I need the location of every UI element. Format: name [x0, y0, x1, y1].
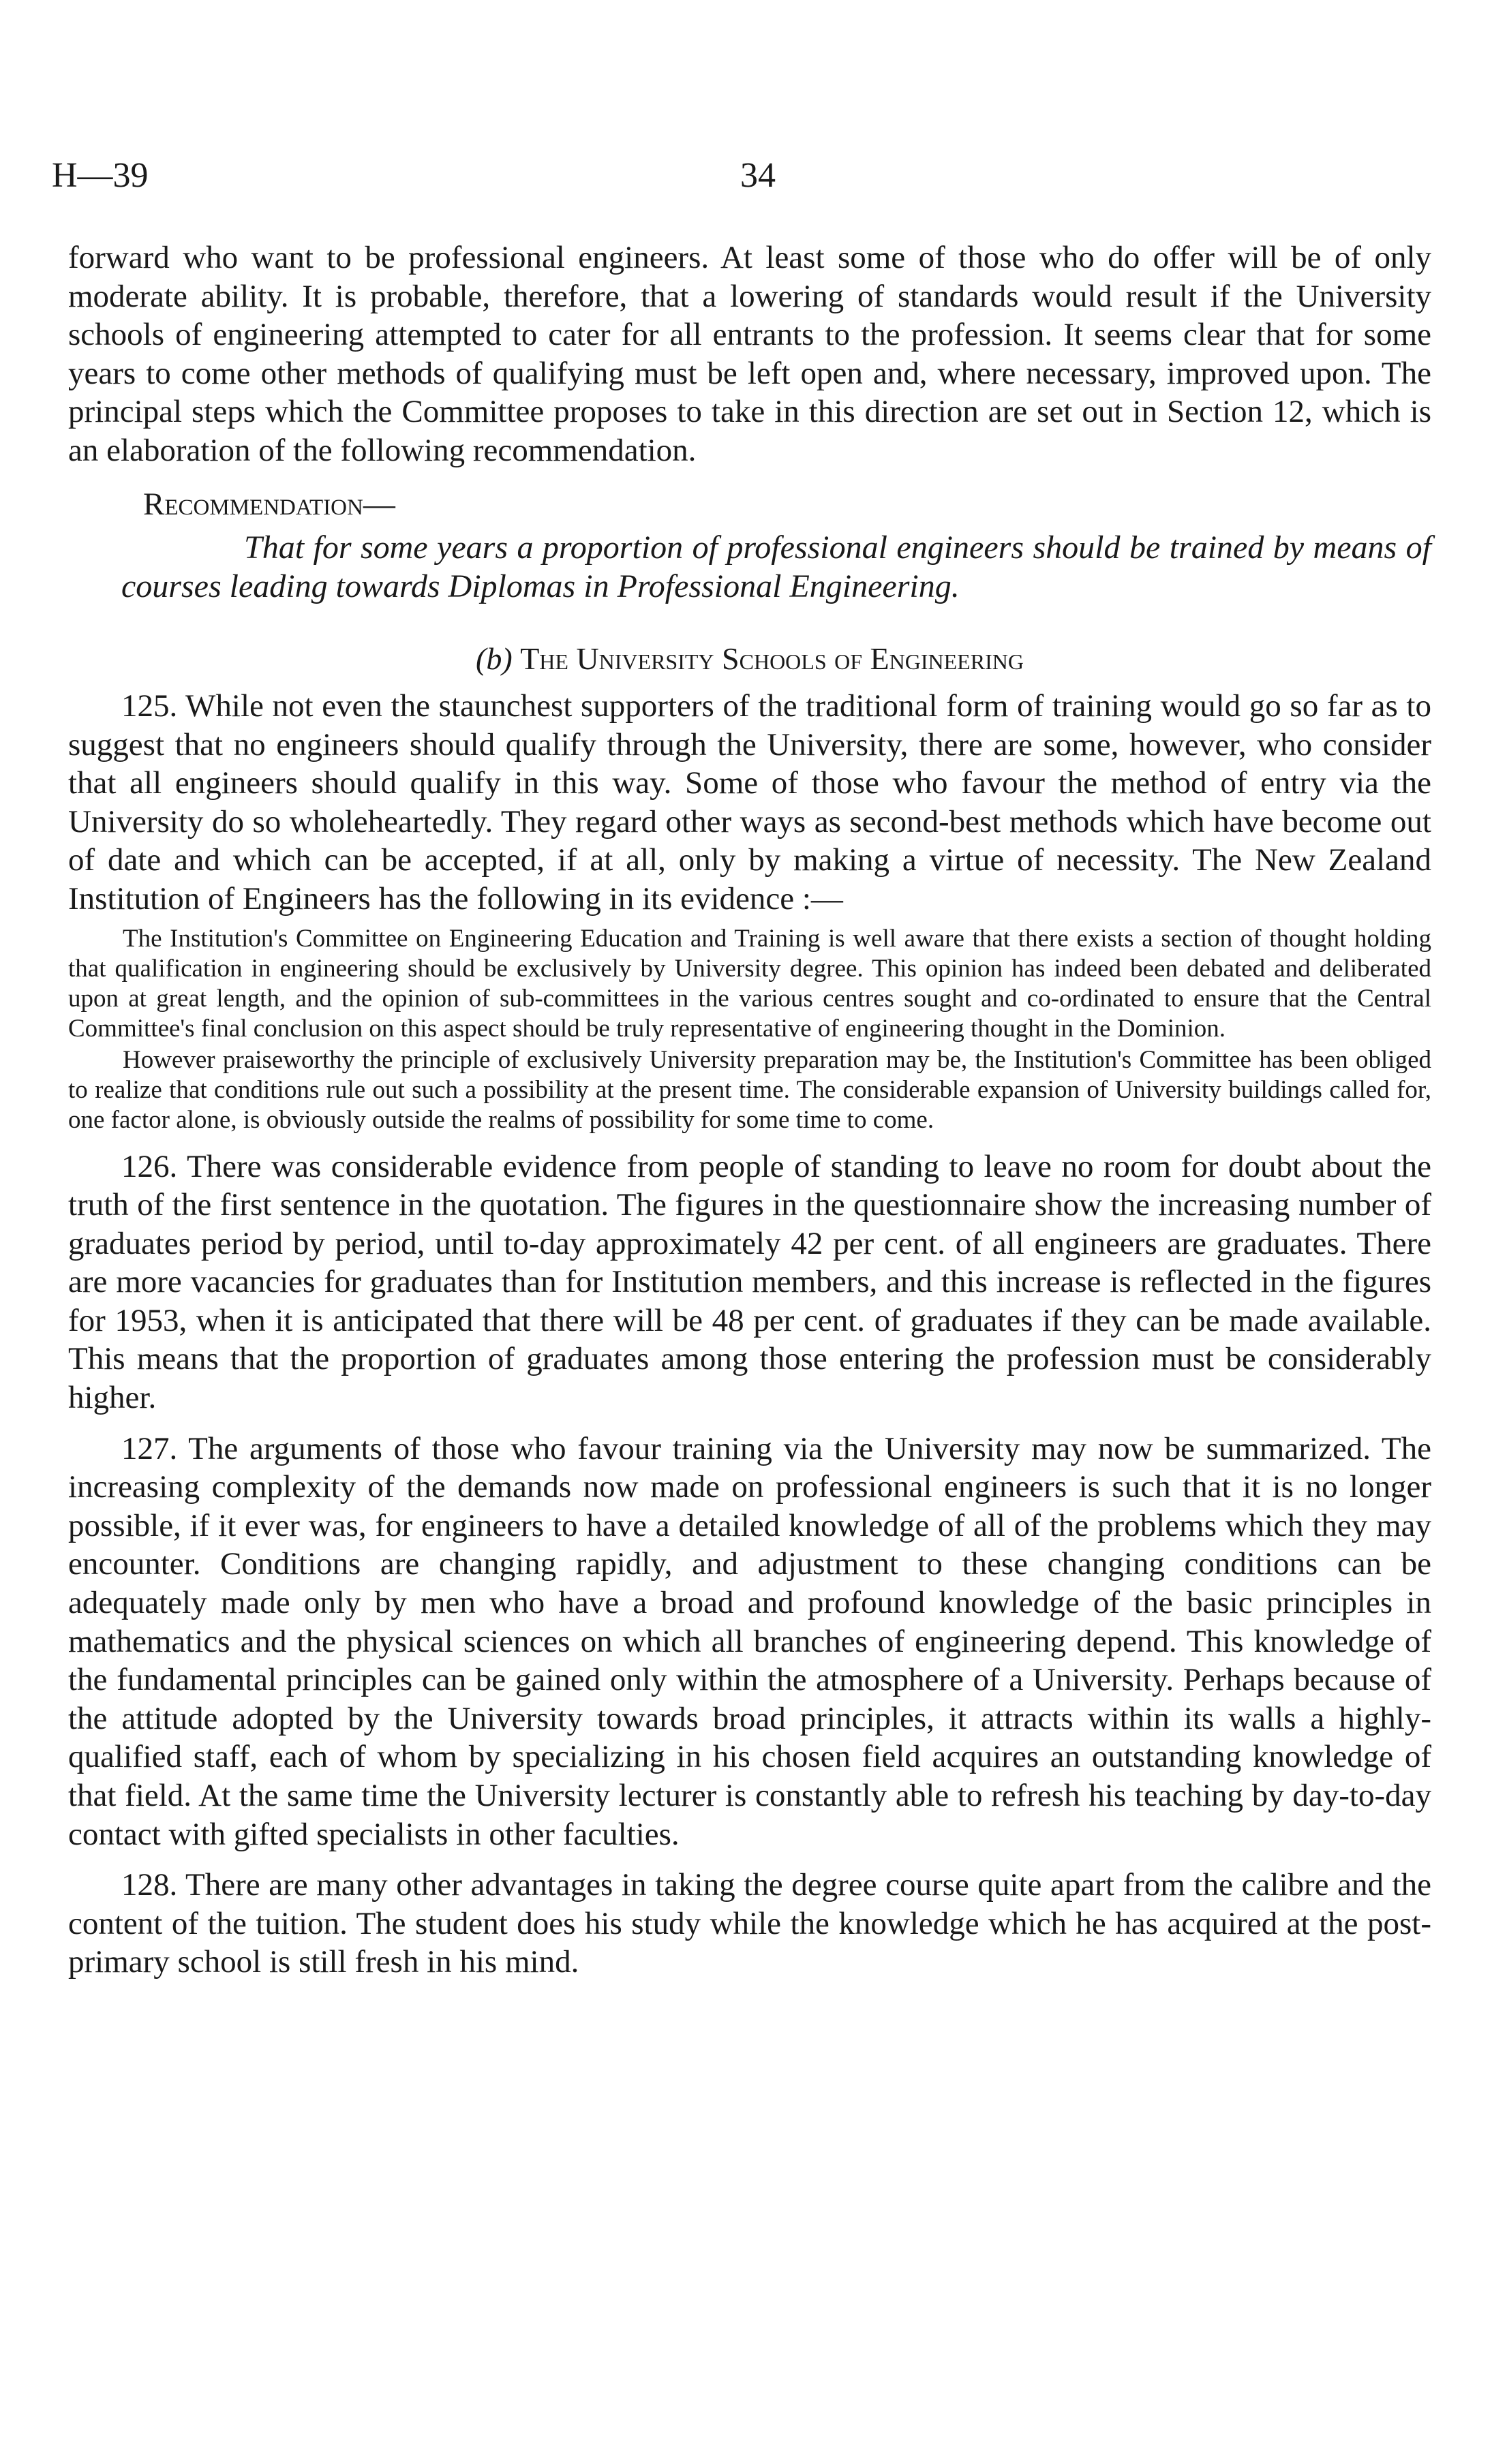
document-reference: H—39	[52, 156, 149, 195]
paragraph-128: 128. There are many other advantages in taking the degree course quite apart from the calibre and the content of the tuition. The student does his study while the knowledge which he has acquired at the post-primary school is still fresh in his mind.	[68, 1867, 1431, 1980]
page-header	[52, 155, 1439, 203]
paragraph-127: 127. The arguments of those who favour training via the University may now be summarized. The increasing complexity of the demands now made on professional engineers is such that it is no longer possible, if it ever was, for engineers to have a detailed knowledge of all of the problems which they may encounter. Conditions are changing rapidly, and adjustment to these changing conditions can be adequately made only by men who have a broad and profound knowledge of the basic principles in mathematics and the physical sciences on which all branches of engineering depend. This knowledge of the fundamental principles can be gained only within the atmosphere of a University. Perhaps because of the attitude adopted by the University towards broad principles, it attracts within its walls a highly-qualified staff, each of whom by specializing in his chosen field acquires an outstanding knowledge of that field. At the same time the University lecturer is constantly able to refresh his teaching by day-to-day contact with gifted specialists in other faculties.	[68, 1430, 1431, 1852]
section-letter: (b)	[476, 641, 513, 677]
recommendation-text: That for some years a proportion of professional engineers should be trained by means of courses leading towards Diplomas in Professional Engineering.	[121, 529, 1431, 604]
section-title: The University Schools of Engineering	[520, 641, 1024, 677]
page-number: 34	[740, 156, 776, 195]
paragraph-125: 125. While not even the staunchest supporters of the traditional form of training would go so far as to suggest that no engineers should qualify through the University, there are some, however, who consider that all engineers should qualify in this way. Some of those who favour the method of entry via the University do so wholeheartedly. They regard other ways as second-best methods which have become out of date and which can be accepted, if at all, only by making a virtue of necessity. The New Zealand Institution of Engineers has the following in its evidence :—	[68, 688, 1431, 917]
paragraph-126: 126. There was considerable evidence from people of standing to leave no room for doubt about the truth of the first sentence in the quotation. The figures in the questionnaire show the increasing number of graduates period by period, until to-day approximately 42 per cent. of all engineers are graduates. There are more vacancies for graduates than for Institution members, and this increase is reflected in the figures for 1953, when it is anticipated that there will be 48 per cent. of graduates if they can be made available. This means that the proportion of graduates among those entering the profession must be considerably higher.	[68, 1148, 1431, 1416]
body-text	[68, 238, 1431, 1982]
quotation-1: The Institution's Committee on Engineering Education and Training is well aware that there exists a section of thought holding that qualification in engineering should be exclusively by University degree. This opinion has indeed been debated and deliberated upon at great length, and the opinion of sub-committees in the various centres sought and co-ordinated to ensure that the Central Committee's final conclusion on this aspect should be truly representative of engineering thought in the Dominion.	[68, 924, 1431, 1043]
quotation-2: However praiseworthy the principle of exclusively University preparation may be, the Institution's Committee has been obliged to realize that conditions rule out such a possibility at the present time. The considerable expansion of University buildings called for, one factor alone, is obviously outside the realms of possibility for some time to come.	[68, 1045, 1431, 1134]
recommendation-label: Recommendation—	[143, 486, 395, 522]
section-heading	[68, 640, 1431, 679]
paragraph-continued: forward who want to be professional engineers. At least some of those who do offer will be of only moderate ability. It is probable, therefore, that a lowering of standards would result if the University schools of engineering attempted to cater for all entrants to the profession. It seems clear that for some years to come other methods of qualifying must be left open and, where necessary, improved upon. The principal steps which the Committee proposes to take in this direction are set out in Section 12, which is an elaboration of the following recommendation.	[68, 240, 1431, 468]
